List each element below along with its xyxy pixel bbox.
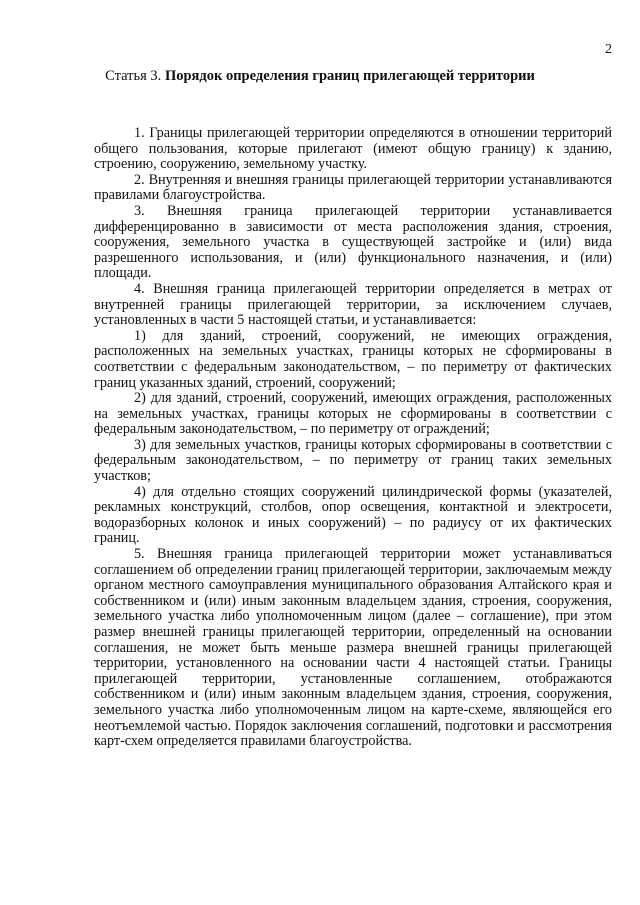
page-number: 2: [605, 42, 612, 57]
paragraph-part-5: 5. Внешняя граница прилегающей территории может устанавливаться соглашением об определении границ прилегающей территории, заключаемым между органом местного самоуправления муниципального образования Алтайского края и собственником и (или) иным законным владельцем здания, строения, сооружения, земельного участка либо уполномоченным лицом (далее – соглашение), при этом размер внешней границы прилегающей территории, определенный на основании соглашения, не может быть меньше размера внешней границы прилегающей территории, установленного на основании части 4 настоящей статьи. Границы прилегающей территории, установленные соглашением, отображаются собственником и (или) иным законным владельцем здания, строения, сооружения, земельного участка либо уполномоченным лицом на карте-схеме, являющейся его неотъемлемой частью. Порядок заключения соглашений, подготовки и рассмотрения карт-схем определяется правилами благоустройства.: [94, 546, 612, 750]
paragraph-part-2: 2. Внутренняя и внешняя границы прилегающей территории устанавливаются правилами благоустройства.: [94, 171, 612, 204]
article-title: [0, 68, 640, 85]
paragraph-item-4: 4) для отдельно стоящих сооружений цилиндрической формы (указателей, рекламных конструкций, столбов, опор освещения, контактной и электросети, водоразборных колонок и иных сооружений) – по радиусу от их фактических границ.: [94, 483, 612, 547]
paragraph-item-2: 2) для зданий, строений, сооружений, имеющих ограждения, расположенных на земельных участках, границы которых не сформированы в соответствии с федеральным законодательством, – по периметру от ограждений;: [94, 390, 612, 438]
paragraph-item-1: 1) для зданий, строений, сооружений, не имеющих ограждения, расположенных на земельных участках, границы которых не сформированы в соответствии с федеральным законодательством, – по периметру от фактических границ указанных зданий, строений, сооружений;: [94, 327, 612, 391]
article-label: Статья 3.: [105, 68, 162, 84]
paragraph-part-4: 4. Внешняя граница прилегающей территории определяется в метрах от внутренней границы прилегающей территории, за исключением случаев, установленных в части 5 настоящей статьи, и устанавливается:: [94, 280, 612, 329]
paragraph-part-1: 1. Границы прилегающей территории определяются в отношении территорий общего пользования, которые прилегают (имеют общую границу) к зданию, строению, сооружению, земельному участку.: [94, 125, 612, 173]
paragraph-part-3: 3. Внешняя граница прилегающей территории устанавливается дифференцированно в зависимости от места расположения здания, строения, сооружения, земельного участка в существующей застройке и (или) вида разрешенного использования, и (или) функционального назначения, и (или) площади.: [94, 202, 612, 282]
paragraph-item-3: 3) для земельных участков, границы которых сформированы в соответствии с федеральным законодательством, – по периметру от границ таких земельных участков;: [94, 436, 612, 485]
article-heading: Порядок определения границ прилегающей территории: [164, 68, 535, 84]
article-body: [94, 126, 612, 750]
